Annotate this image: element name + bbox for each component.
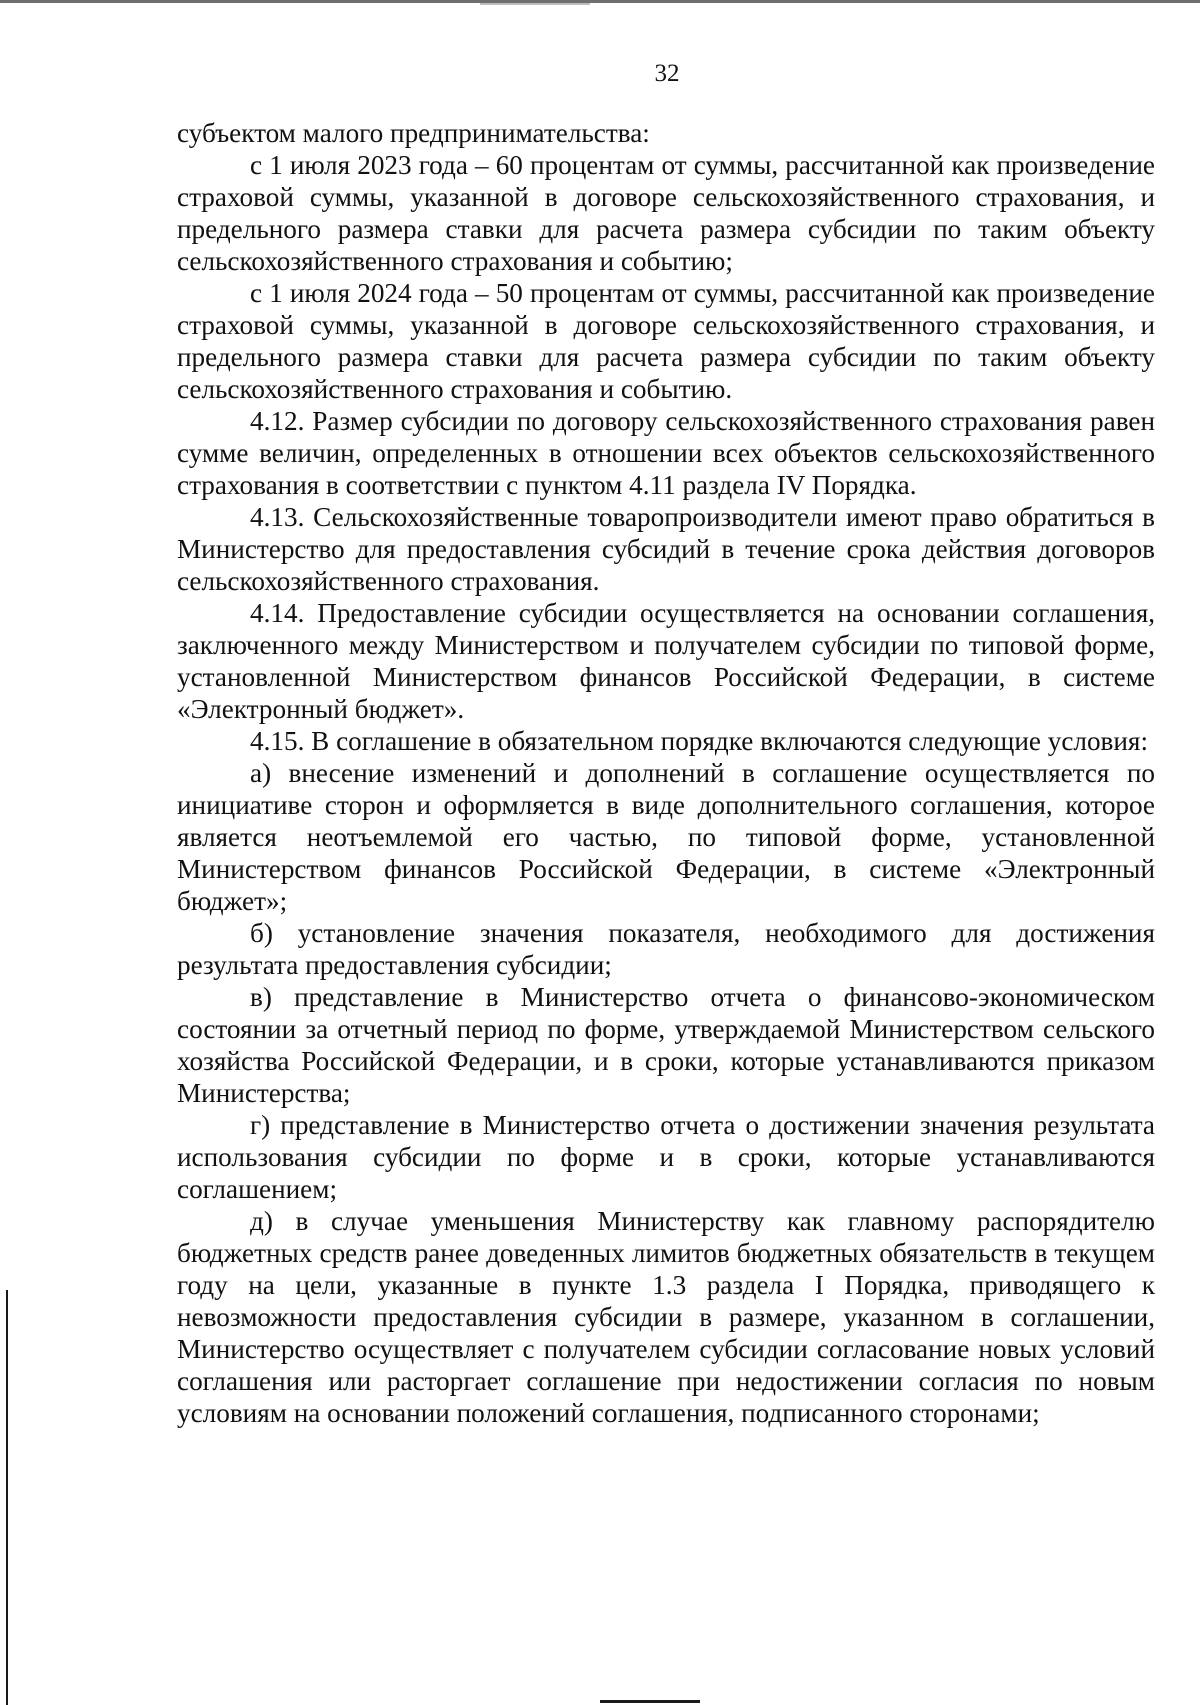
scan-top-mark — [480, 3, 590, 5]
condition-v: в) представление в Министерство отчета о финансово-экономическом состоянии за отчетный период по форме, утверждаемой Министерством сельского хозяйства Российской Федерации, и в сроки, которые устанавливаются приказом Министерства; — [177, 982, 1155, 1108]
condition-g: г) представление в Министерство отчета о достижении значения результата использования субсидии по форме и в сроки, которые устанавливаются соглашением; — [177, 1110, 1155, 1204]
document-body — [177, 117, 1155, 1429]
paragraph-2024-rate: с 1 июля 2024 года – 50 процентам от суммы, рассчитанной как произведение страховой суммы, указанной в договоре сельскохозяйственного страхования, и предельного размера ставки для расчета размера субсидии по таким объекту сельскохозяйственного страхования и событию. — [177, 278, 1155, 404]
paragraph-4-13: 4.13. Сельскохозяйственные товаропроизводители имеют право обратиться в Министерство для предоставления субсидий в течение срока действия договоров сельскохозяйственного страхования. — [177, 502, 1155, 596]
paragraph-4-15: 4.15. В соглашение в обязательном порядке включаются следующие условия: — [250, 726, 1148, 756]
condition-b: б) установление значения показателя, необходимого для достижения результата предоставления субсидии; — [177, 918, 1155, 980]
condition-a: а) внесение изменений и дополнений в соглашение осуществляется по инициативе сторон и оформляется в виде дополнительного соглашения, которое является неотъемлемой его частью, по типовой форме, установленной Министерством финансов Российской Федерации, в системе «Электронный бюджет»; — [177, 758, 1155, 916]
condition-d: д) в случае уменьшения Министерству как главному распорядителю бюджетных средств ранее доведенных лимитов бюджетных обязательств в текущем году на цели, указанные в пункте 1.3 раздела I Порядка, приводящего к невозможности предоставления субсидии в размере, указанном в соглашении, Министерство осуществляет с получателем субсидии согласование новых условий соглашения или расторгает соглашение при недостижении согласия по новым условиям на основании положений соглашения, подписанного сторонами; — [177, 1206, 1155, 1428]
scan-left-edge — [6, 1290, 8, 1705]
page-number: 32 — [654, 60, 680, 87]
scan-bottom-mark — [600, 1700, 700, 1703]
scan-top-edge — [0, 0, 1200, 3]
paragraph-4-12: 4.12. Размер субсидии по договору сельскохозяйственного страхования равен сумме величин, определенных в отношении всех объектов сельскохозяйственного страхования в соответствии с пунктом 4.11 раздела IV Порядка. — [177, 406, 1155, 500]
paragraph-4-14: 4.14. Предоставление субсидии осуществляется на основании соглашения, заключенного между Министерством и получателем субсидии по типовой форме, установленной Министерством финансов Российской Федерации, в системе «Электронный бюджет». — [177, 598, 1155, 724]
paragraph-2023-rate: с 1 июля 2023 года – 60 процентам от суммы, рассчитанной как произведение страховой суммы, указанной в договоре сельскохозяйственного страхования, и предельного размера ставки для расчета размера субсидии по таким объекту сельскохозяйственного страхования и событию; — [177, 150, 1155, 276]
paragraph-continuation: субъектом малого предпринимательства: — [177, 118, 650, 148]
